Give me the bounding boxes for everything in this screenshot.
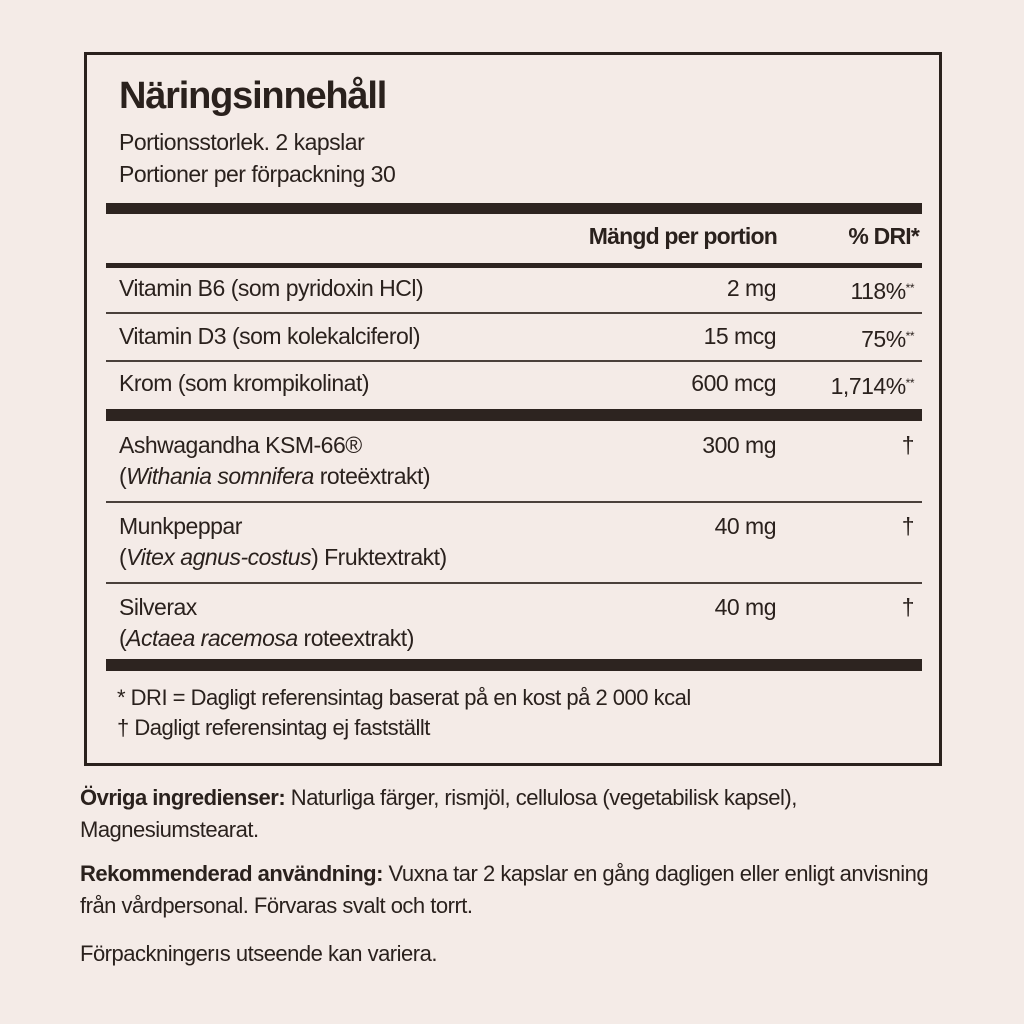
- divider-medium: [106, 263, 922, 268]
- header-amount: Mängd per portion: [588, 223, 777, 249]
- other-ingredients: Övriga ingredienser: Naturliga färger, rismjöl, cellulosa (vegetabilisk kapsel), Magnesiumstearat.: [80, 785, 797, 842]
- extract-name: Munkpeppar: [119, 513, 242, 539]
- divider-thick: [106, 203, 922, 214]
- nutrient-dri: 118%**: [850, 278, 914, 304]
- extract-dri: †: [901, 432, 914, 458]
- divider-thin: [106, 312, 922, 314]
- nutrient-name: Vitamin B6 (som pyridoxin HCl): [119, 275, 424, 301]
- nutrient-name: Vitamin D3 (som kolekalciferol): [119, 323, 421, 349]
- footnote-dagger: † Dagligt referensintag ej fastställt: [117, 715, 430, 740]
- serving-size: Portionsstorlek. 2 kapslar: [119, 129, 365, 155]
- nutrient-name: Krom (som krompikolinat): [119, 370, 369, 396]
- disclaimer: Förpackningerıs utseende kan variera.: [80, 941, 437, 966]
- extract-name: Silverax: [119, 594, 197, 620]
- header-dri: % DRI*: [848, 223, 919, 249]
- extract-dri: †: [901, 513, 914, 539]
- extract-amount: 40 mg: [714, 594, 776, 620]
- divider-thick: [106, 659, 922, 671]
- divider-thin: [106, 360, 922, 362]
- nutrient-amount: 600 mcg: [691, 370, 776, 396]
- nutrient-amount: 15 mcg: [703, 323, 776, 349]
- divider-thin: [106, 582, 922, 584]
- recommended-usage: Rekommenderad användning: Vuxna tar 2 kapslar en gång dagligen eller enligt anvisning från vårdpersonal. Förvaras svalt och torrt.: [80, 861, 929, 918]
- panel-title: Näringsinnehåll: [119, 75, 387, 117]
- usage-label: Rekommenderad användning:: [80, 861, 383, 886]
- footnote-dri: * DRI = Dagligt referensintag baserat på en kost på 2 000 kcal: [117, 685, 691, 710]
- nutrient-amount: 2 mg: [726, 275, 776, 301]
- nutrition-facts-panel: Näringsinnehåll Portionsstorlek. 2 kapslar Portioner per förpackning 30 Mängd per portion % DRI* Vitamin B6 (som pyridoxin HCl) 2 mg 118%** Vitamin D3 (som kolekalciferol) 15 mcg 75%** Krom (som krompikolinat) 600 mcg 1,714%** Ashwagandha KSM-66® (Withania somnifera roteëxtrakt) 300 mg † Munkpeppar (Vitex agnus-costus) Fruktextrakt) 40 mg † Silverax (Actaea racemosa roteextrakt) 40 mg † * DRI = Dagligt referensintag baserat på en kost på 2 000 kcal † Dagligt referensintag ej fastställt: [84, 52, 942, 766]
- extract-amount: 40 mg: [714, 513, 776, 539]
- divider-thick: [106, 409, 922, 421]
- extract-name: Ashwagandha KSM-66®: [119, 432, 362, 458]
- latin-name: Actaea racemosa: [126, 625, 298, 651]
- extract-dri: †: [901, 594, 914, 620]
- servings-per-container: Portioner per förpackning 30: [119, 161, 396, 187]
- other-ingredients-label: Övriga ingredienser:: [80, 785, 286, 810]
- nutrient-dri: 1,714%**: [830, 373, 914, 399]
- nutrient-dri: 75%**: [861, 326, 914, 352]
- latin-name: Withania somnifera: [126, 463, 314, 489]
- extract-amount: 300 mg: [702, 432, 776, 458]
- latin-name: Vitex agnus-costus: [126, 544, 312, 570]
- divider-thin: [106, 501, 922, 503]
